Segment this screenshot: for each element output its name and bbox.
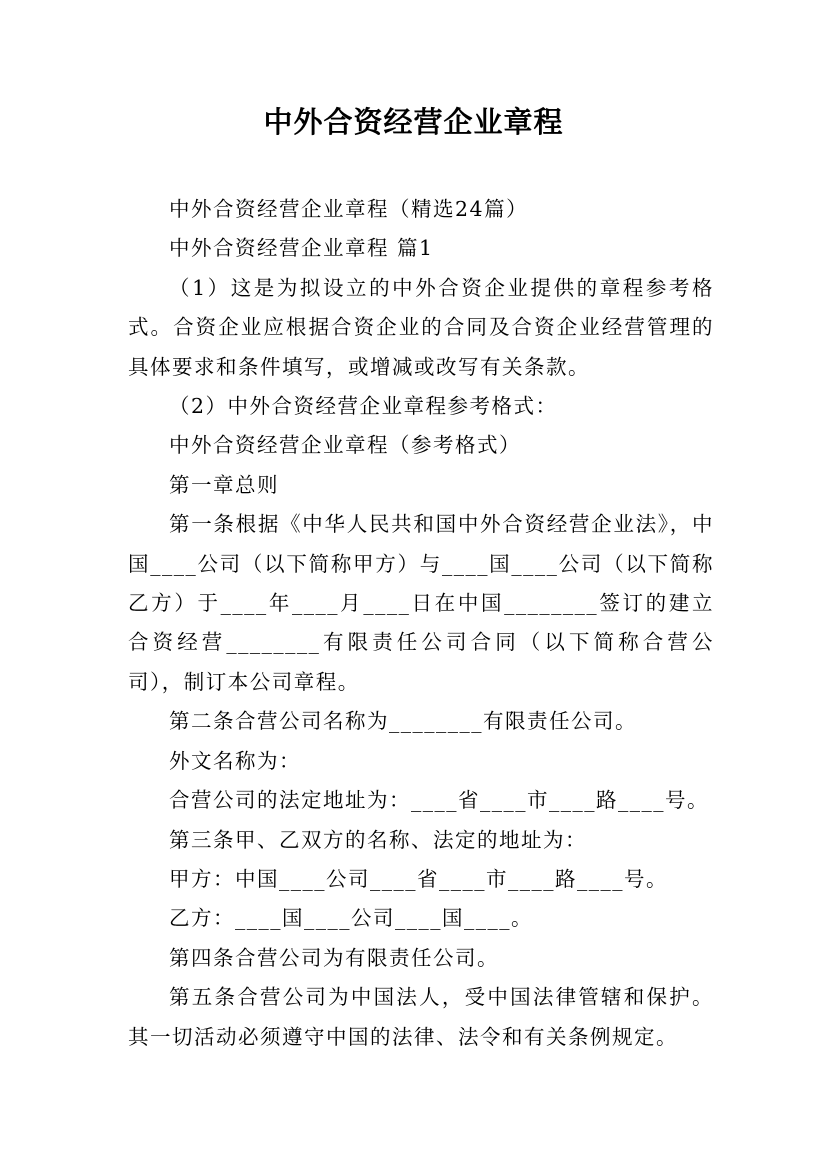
paragraph: 第三条甲、乙双方的名称、法定的地址为： [169, 827, 587, 852]
paragraph: 第五条合营公司为中国法人，受中国法律管辖和保护。其一切活动必须遵守中国的法律、法令和有关条例规定。 [128, 985, 714, 1049]
paragraph: 第四条合营公司为有限责任公司。 [169, 945, 499, 970]
paragraph: 甲方：中国____公司____省____市____路____号。 [169, 866, 668, 891]
paragraph: 中外合资经营企业章程 篇1 [169, 236, 434, 261]
paragraph: 乙方：____国____公司____国____。 [169, 906, 533, 931]
document-title: 中外合资经营企业章程 [263, 105, 564, 139]
paragraph: 中外合资经营企业章程（精选24篇） [169, 197, 529, 221]
paragraph: 中外合资经营企业章程（参考格式） [169, 433, 521, 458]
paragraph: 第一章总则 [169, 472, 279, 497]
paragraph: 第二条合营公司名称为________有限责任公司。 [169, 709, 637, 734]
paragraph: （1）这是为拟设立的中外合资企业提供的章程参考格式。合资企业应根据合资企业的合同及合资企业经营管理的具体要求和条件填写，或增减或改写有关条款。 [128, 275, 714, 379]
paragraph: 第一条根据《中华人民共和国中外合资经营企业法》，中国____公司（以下简称甲方）与____国____公司（以下简称乙方）于____年____月____日在中国________签订的建立合资经营________有限责任公司合同（以下简称合营公司），制订本公司章程。 [128, 512, 714, 694]
paragraph: （2）中外合资经营企业章程参考格式： [169, 394, 558, 419]
paragraph: 外文名称为： [169, 748, 301, 773]
paragraph: 合营公司的法定地址为：____省____市____路____号。 [169, 788, 709, 813]
document-body [128, 190, 714, 1057]
